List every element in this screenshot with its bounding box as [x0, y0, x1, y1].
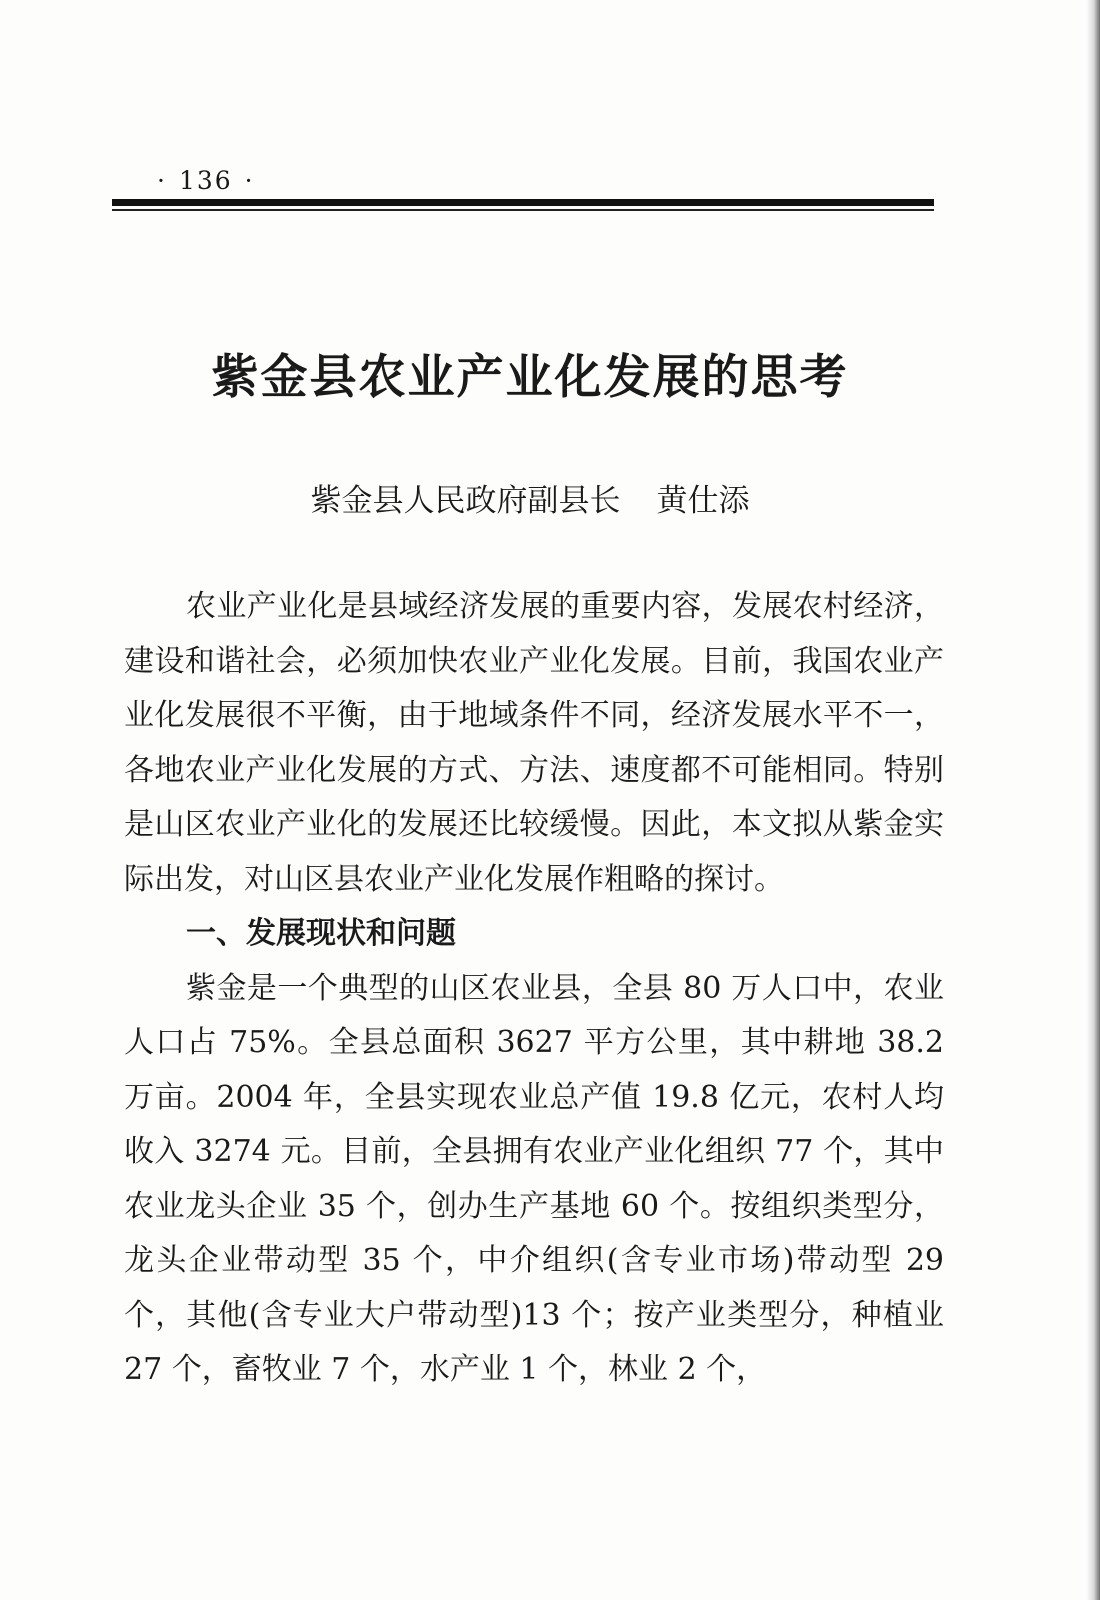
article-byline — [0, 475, 1060, 520]
page-header — [145, 166, 267, 195]
header-rule-thin — [112, 209, 934, 211]
header-dot-right: · — [244, 166, 255, 195]
section-heading: 一、发展现状和问题 — [186, 916, 456, 951]
author-name: 黄仕添 — [656, 483, 750, 519]
header-dot-left: · — [157, 166, 167, 195]
intro-paragraph: 农业产业化是县域经济发展的重要内容，发展农村经济，建设和谐社会，必须加快农业产业化发展。目前，我国农业产业化发展很不平衡，由于地域条件不同，经济发展水平不一，各地农业产业化发展的方式、方法、速度都不可能相同。特别是山区农业产业化的发展还比较缓慢。因此，本文拟从紫金实际出发，对山区县农业产业化发展作粗略的探讨。 — [124, 589, 944, 897]
author-position: 紫金县人民政府副县长 — [310, 483, 621, 519]
article-title: 紫金县农业产业化发展的思考 — [211, 350, 849, 405]
scan-edge-shadow — [1086, 0, 1100, 1600]
header-rule-thick — [112, 199, 934, 206]
section-paragraph: 紫金是一个典型的山区农业县，全县 80 万人口中，农业人口占 75%。全县总面积 3627 平方公里，其中耕地 38.2 万亩。2004 年，全县实现农业总产值 19.8 亿元，农村人均收入 3274 元。目前，全县拥有农业产业化组织 77 个，其中农业龙头企业 35 个，创办生产基地 60 个。按组织类型分，龙头企业带动型 35 个，中介组织(含专业市场)带动型 29 个，其他(含专业大户带动型)13 个；按产业类型分，种植业 27 个，畜牧业 7 个，水产业 1 个，林业 2 个， — [124, 970, 944, 1387]
page-number: 136 — [178, 166, 233, 195]
article-body — [124, 580, 944, 1398]
